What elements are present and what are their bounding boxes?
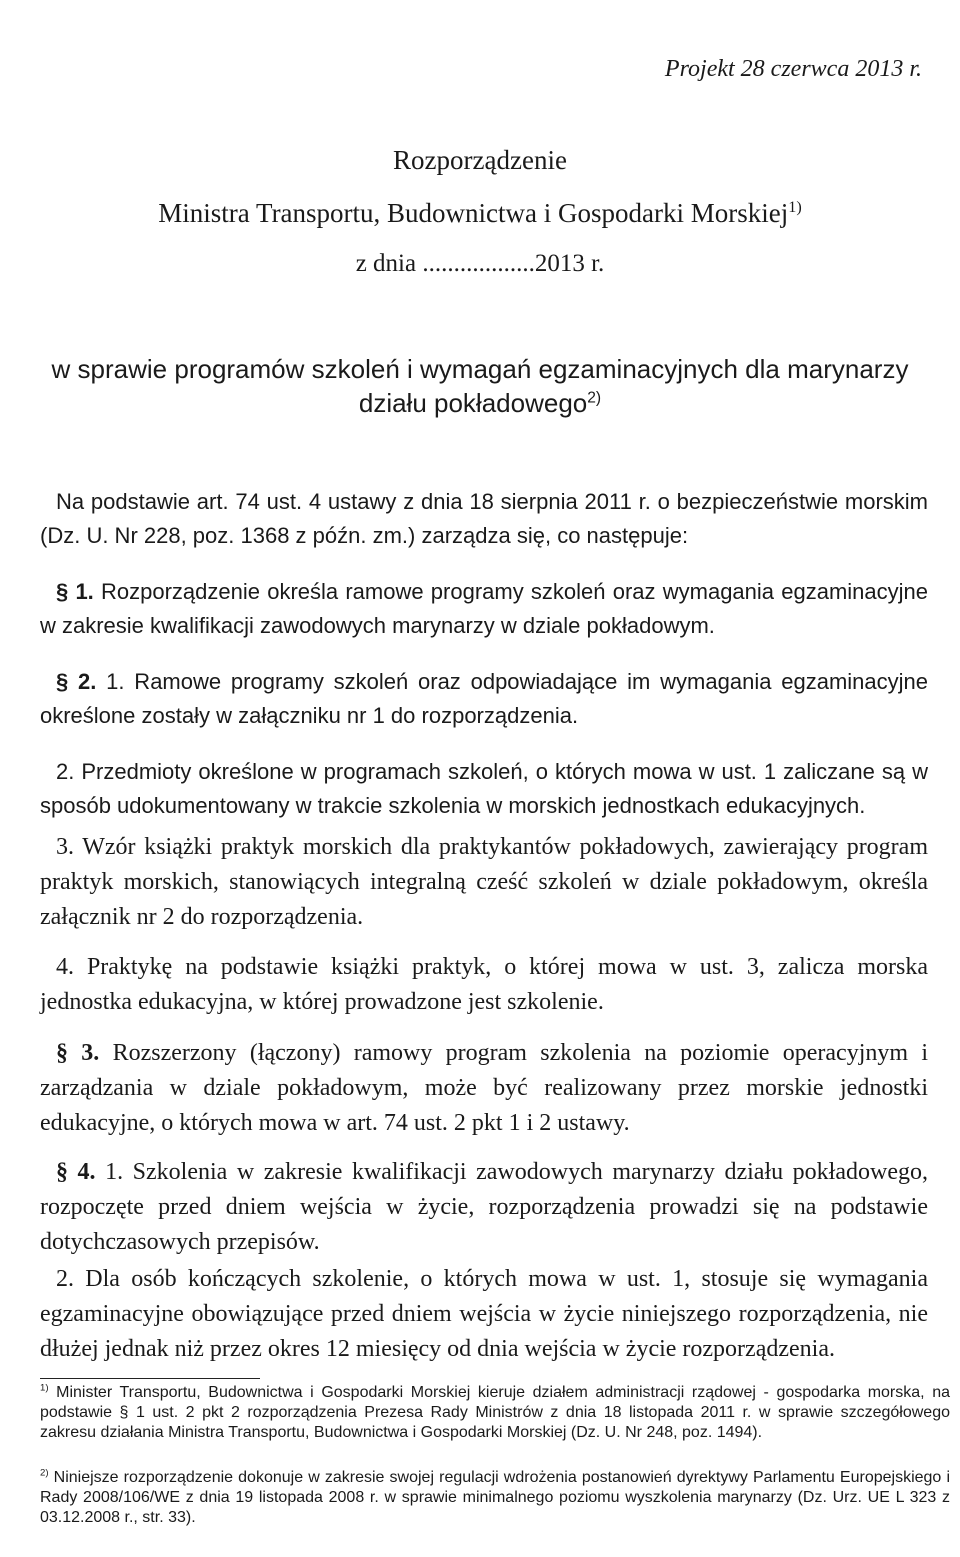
section-3-label: § 3. [56,1040,100,1066]
document-type-heading: Rozporządzenie [393,145,567,175]
section-2-par-2: 2. Przedmioty określone w programach szkoleń, o których mowa w ust. 1 zaliczane są w sposób udokumentowany w trakcie szkolenia w morskich jednostkach edukacyjnych. [40,759,928,818]
section-2-label: § 2. [56,669,97,694]
section-3-text: Rozszerzony (łączony) ramowy program szkolenia na poziomie operacyjnym i zarządzania w dziale pokładowym, może być realizowany przez morskie jednostki edukacyjne, o których mowa w art. 74 ust. 2 pkt 1 i 2 ustawy. [40,1040,928,1136]
section-1 [40,575,928,643]
section-2-par-1 [40,665,928,733]
section-1-label: § 1. [56,579,94,604]
issuer-heading [0,198,960,229]
section-4-par-1-text: 1. Szkolenia w zakresie kwalifikacji zawodowych marynarzy działu pokładowego, rozpoczęte przed dniem wejścia w życie, rozporządzenia prowadzi się na podstawie dotychczasowych przepisów. [40,1159,928,1255]
footnote-ref-2[interactable]: 2) [587,389,602,407]
section-1-text: Rozporządzenie określa ramowe programy szkoleń oraz wymagania egzaminacyjne w zakresie kwalifikacji zawodowych marynarzy w dziale pokładowym. [40,579,928,638]
preamble: Na podstawie art. 74 ust. 4 ustawy z dnia 18 sierpnia 2011 r. o bezpieczeństwie morskim (Dz. U. Nr 228, poz. 1368 z późn. zm.) zarządza się, co następuje: [40,489,928,548]
subject-heading [40,352,920,420]
footnote-2-mark: 2) [40,1467,49,1479]
footnote-2 [40,1468,950,1528]
date-line: z dnia ..................2013 r. [355,250,605,277]
subject-text: w sprawie programów szkoleń i wymagań egzaminacyjnych dla marynarzy działu pokładowego [51,354,909,418]
section-3 [40,1036,928,1141]
section-4-par-1 [40,1155,928,1260]
footnote-ref-1[interactable]: 1) [788,198,802,216]
issuer-text: Ministra Transportu, Budownictwa i Gospodarki Morskiej [158,198,789,228]
draft-note: Projekt 28 czerwca 2013 r. [664,56,922,82]
footnote-separator [40,1378,260,1379]
footnote-1-text: Minister Transportu, Budownictwa i Gospodarki Morskiej kieruje działem administracji rządowej - gospodarka morska, na podstawie § 1 ust. 2 pkt 2 rozporządzenia Prezesa Rady Ministrów z dnia 18 listopada 2011 r. w sprawie szczegółowego zakresu działania Ministra Transportu, Budownictwa i Gospodarki Morskiej (Dz. U. Nr 248, poz. 1494). [40,1384,950,1441]
section-2-par-4: 4. Praktykę na podstawie książki praktyk, o której mowa w ust. 3, zalicza morska jednostka edukacyjna, w której prowadzone jest szkolenie. [40,954,928,1015]
footnote-2-text: Niniejsze rozporządzenie dokonuje w zakresie swojej regulacji wdrożenia postanowień dyrektywy Parlamentu Europejskiego i Rady 2008/106/WE z dnia 19 listopada 2008 r. w sprawie minimalnego poziomu wyszkolenia marynarzy (Dz. Urz. UE L 323 z 03.12.2008 r., str. 33). [40,1469,950,1526]
section-4-par-2: 2. Dla osób kończących szkolenie, o których mowa w ust. 1, stosuje się wymagania egzaminacyjne obowiązujące przed dniem wejścia w życie niniejszego rozporządzenia, nie dłużej jednak niż przez okres 12 miesięcy od dnia wejścia w życie rozporządzenia. [40,1266,928,1362]
section-2-par-3: 3. Wzór książki praktyk morskich dla praktykantów pokładowych, zawierający program praktyk morskich, stanowiących integralną cześć szkoleń w dziale pokładowym, określa załącznik nr 2 do rozporządzenia. [40,834,928,930]
footnote-1-mark: 1) [40,1382,49,1394]
footnote-1 [40,1383,950,1443]
section-2-par-1-text: 1. Ramowe programy szkoleń oraz odpowiadające im wymagania egzaminacyjne określone zostały w załączniku nr 1 do rozporządzenia. [40,669,928,728]
section-4-label: § 4. [56,1159,96,1185]
